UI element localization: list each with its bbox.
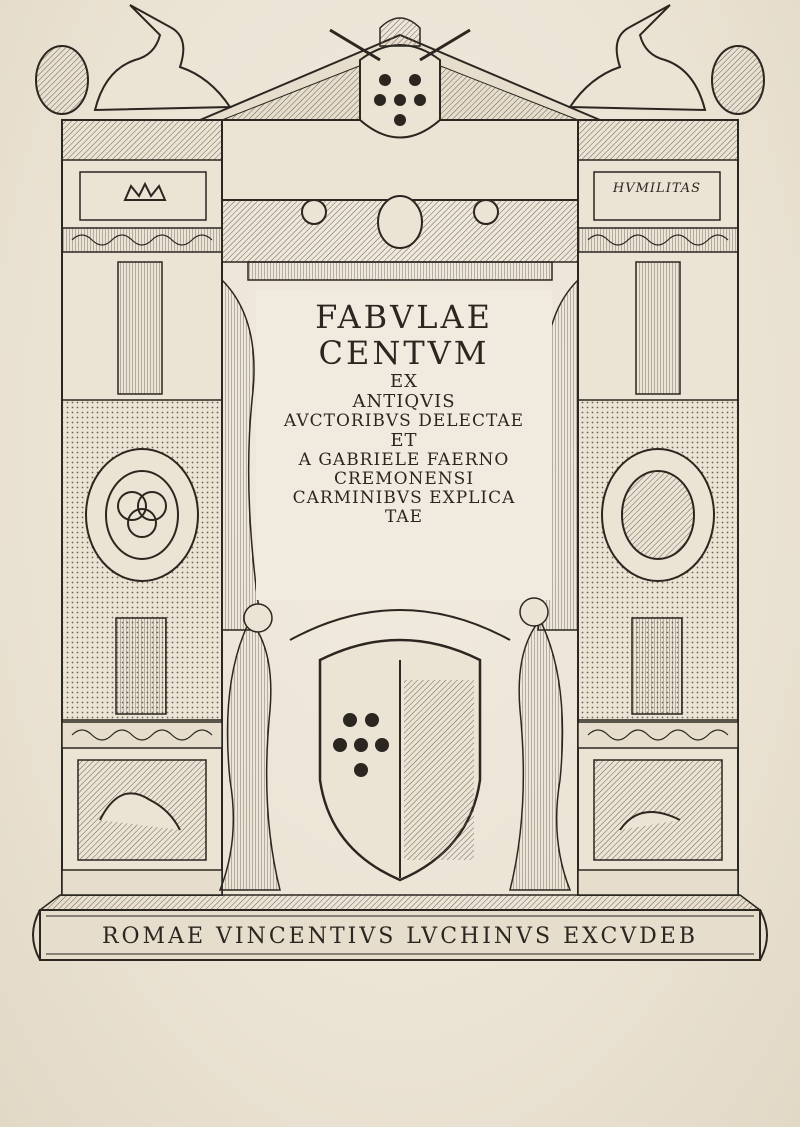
book-title [262, 300, 546, 527]
left-unicorn [36, 5, 230, 114]
cardinal-coat-of-arms [290, 610, 510, 880]
title-line: CENTVM [318, 333, 490, 372]
title-line: A GABRIELE FAERNO [298, 450, 510, 471]
right-unicorn [570, 5, 764, 114]
right-allegorical-figure [510, 598, 570, 890]
title-line: ANTIQVIS [352, 390, 456, 412]
title-line: CARMINIBVS EXPLICA [292, 488, 516, 509]
title-line: CREMONENSI [333, 469, 475, 490]
title-line: EX [390, 370, 418, 392]
title-line: ET [390, 430, 418, 451]
motto-humilitas: HVMILITAS [612, 181, 702, 196]
right-pilaster [578, 120, 738, 895]
title-line: TAE [384, 507, 424, 528]
left-allegorical-figure [220, 604, 280, 890]
title-line: FABVLAE [315, 298, 493, 336]
title-line: AVCTORIBVS DELECTAE [283, 410, 525, 431]
left-pilaster [62, 120, 222, 895]
printer-imprint: ROMAE VINCENTIVS LVCHINVS EXCVDEB [101, 924, 699, 949]
